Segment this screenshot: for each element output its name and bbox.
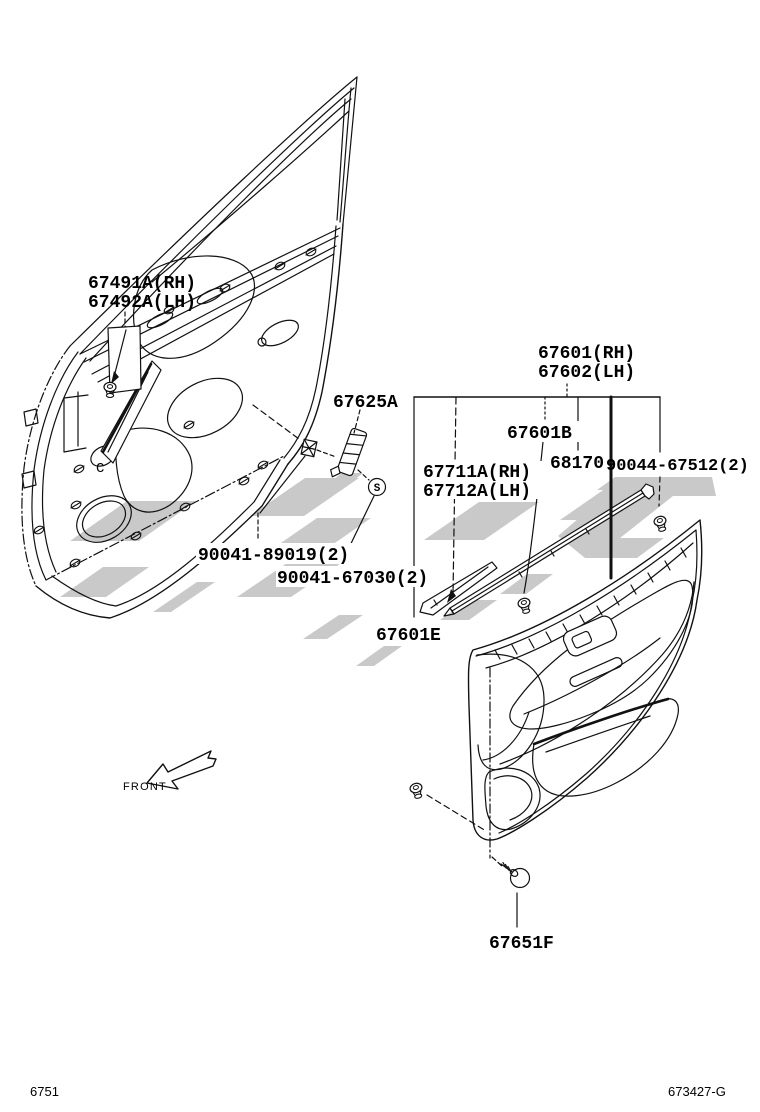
panel-mark-c: C — [96, 461, 105, 477]
clip-icon — [653, 515, 668, 533]
part-label-67601: 67601(RH) — [538, 344, 636, 364]
part-label-67601b: 67601B — [507, 424, 572, 444]
part-label-67712a: 67712A(LH) — [423, 482, 532, 502]
clip-icon — [409, 782, 424, 800]
front-direction-label: FRONT — [123, 781, 167, 793]
part-label-67602: 67602(LH) — [538, 363, 636, 383]
footer-page-code: 6751 — [30, 1084, 59, 1099]
part-label-67625a: 67625A — [333, 393, 398, 413]
part-label-67492a: 67492A(LH) — [88, 293, 197, 313]
retainer-plate-67625a — [329, 426, 368, 483]
square-clip-icon — [301, 439, 317, 456]
part-label-68170: 68170 — [550, 454, 605, 474]
part-label-67651f: 67651F — [489, 934, 554, 954]
part-label-90041-89019: 90041-89019(2) — [198, 546, 350, 566]
part-label-67491a: 67491A(RH) — [88, 274, 197, 294]
part-label-90041-67030: 90041-67030(2) — [277, 569, 429, 589]
clip-icon — [517, 597, 532, 615]
part-label-67601e: 67601E — [376, 626, 441, 646]
screw-icon — [501, 863, 530, 888]
door-trim-panel-drawing — [468, 520, 701, 858]
part-label-67711a: 67711A(RH) — [423, 463, 532, 483]
part-label-90044-67512: 90044-67512(2) — [606, 457, 749, 476]
footer-figure-code: 673427-G — [668, 1084, 726, 1099]
clip-icon — [104, 382, 116, 397]
substitution-symbol-text: S — [373, 483, 381, 495]
